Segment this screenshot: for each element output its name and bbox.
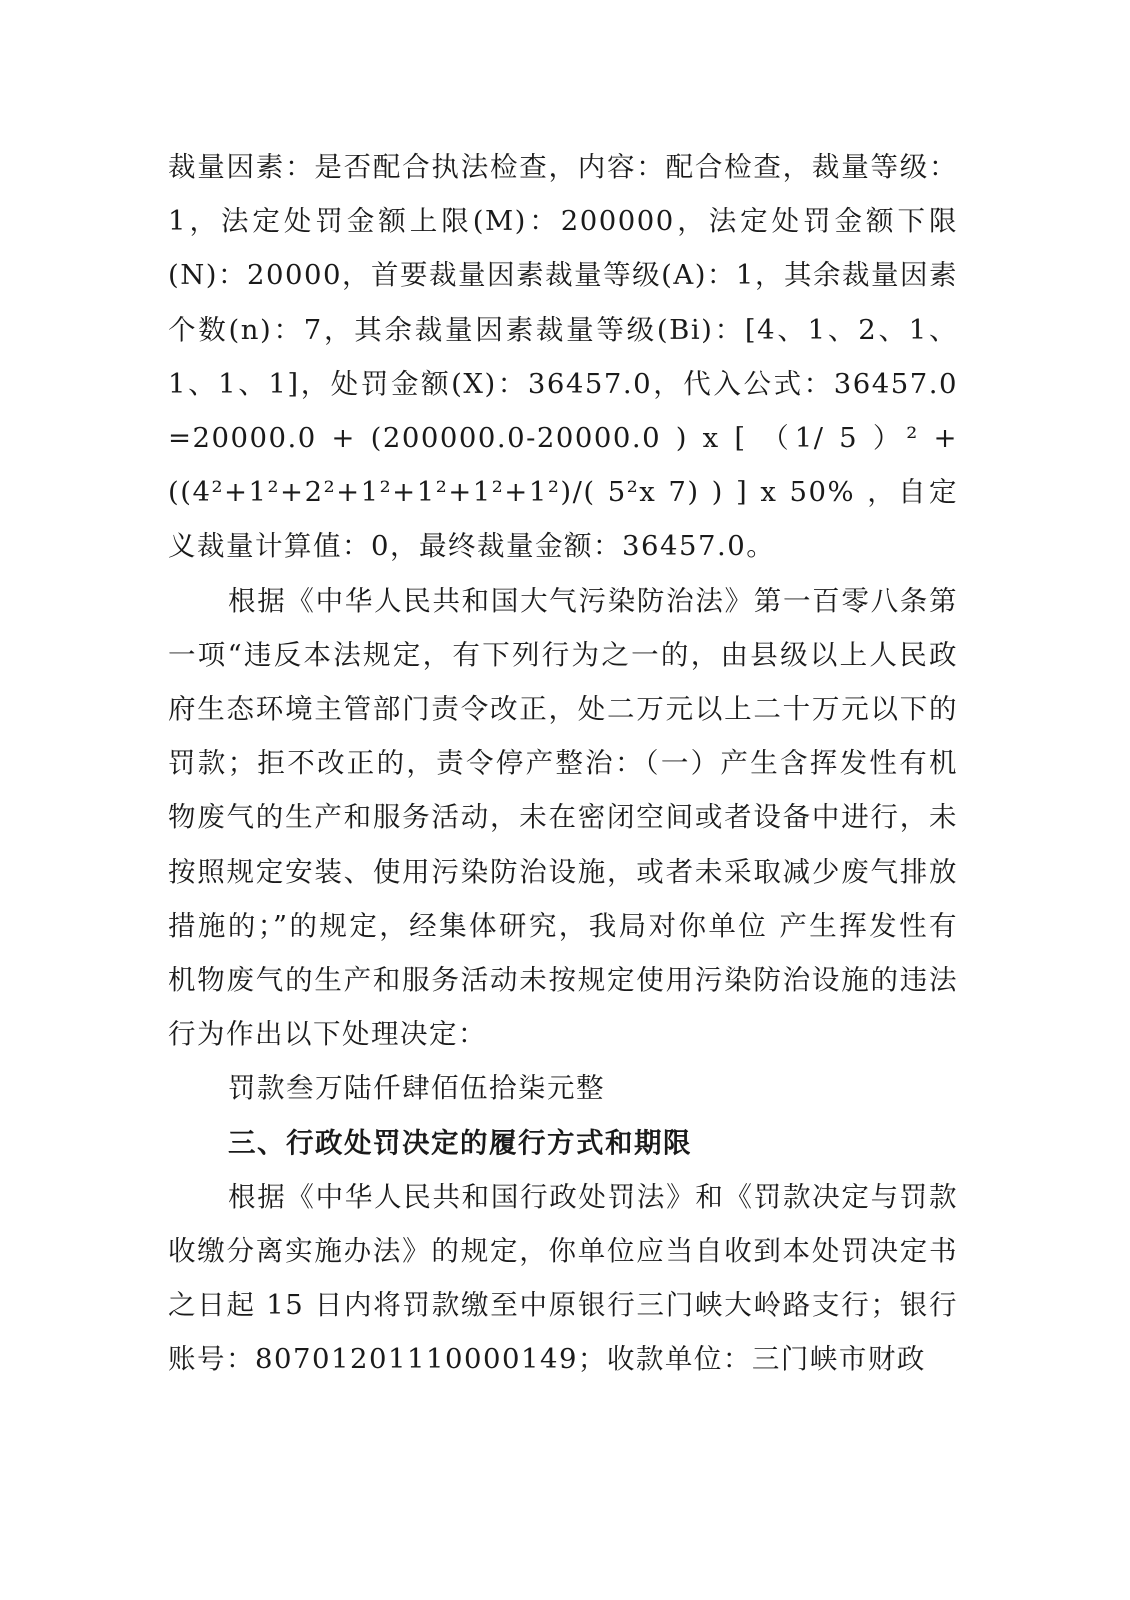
legal-basis-paragraph: 根据《中华人民共和国大气污染防治法》第一百零八条第一项“违反本法规定，有下列行为之一的，由县级以上人民政府生态环境主管部门责令改正，处二万元以上二十万元以下的罚款；拒不改正的，责令停产整治：（一）产生含挥发性有机物废气的生产和服务活动，未在密闭空间或者设备中进行，未按照规定安装、使用污染防治设施，或者未采取减少废气排放措施的；”的规定，经集体研究，我局对你单位 产生挥发性有机物废气的生产和服务活动未按规定使用污染防治设施的违法行为作出以下处理决定： [168, 584, 958, 1051]
payment-instructions-paragraph: 根据《中华人民共和国行政处罚法》和《罚款决定与罚款收缴分离实施办法》的规定，你单位应当自收到本处罚决定书之日起 15 日内将罚款缴至中原银行三门峡大岭路支行；银行账号：80701201110000149；收款单位：三门峡市财政 [168, 1180, 958, 1376]
discretion-calculation-paragraph: 裁量因素：是否配合执法检查，内容：配合检查，裁量等级：1，法定处罚金额上限(M)：200000，法定处罚金额下限(N)：20000，首要裁量因素裁量等级(A)：1，其余裁量因素个数(n)：7，其余裁量因素裁量等级(Bi)：[4、1、2、1、1、1、1]，处罚金额(X)：36457.0，代入公式：36457.0=20000.0 + (200000.0-20000.0 ) x [ （1/ 5 ）² + ((4²+1²+2²+1²+1²+1²+1²)/( 5²x 7) ) ] x 50% ，自定义裁量计算值：0，最终裁量金额：36457.0。 [168, 151, 958, 563]
section-heading: 三、行政处罚决定的履行方式和期限 [228, 1126, 692, 1159]
document-body [168, 140, 958, 1387]
penalty-amount-paragraph: 罚款叁万陆仟肆佰伍拾柒元整 [228, 1072, 605, 1105]
